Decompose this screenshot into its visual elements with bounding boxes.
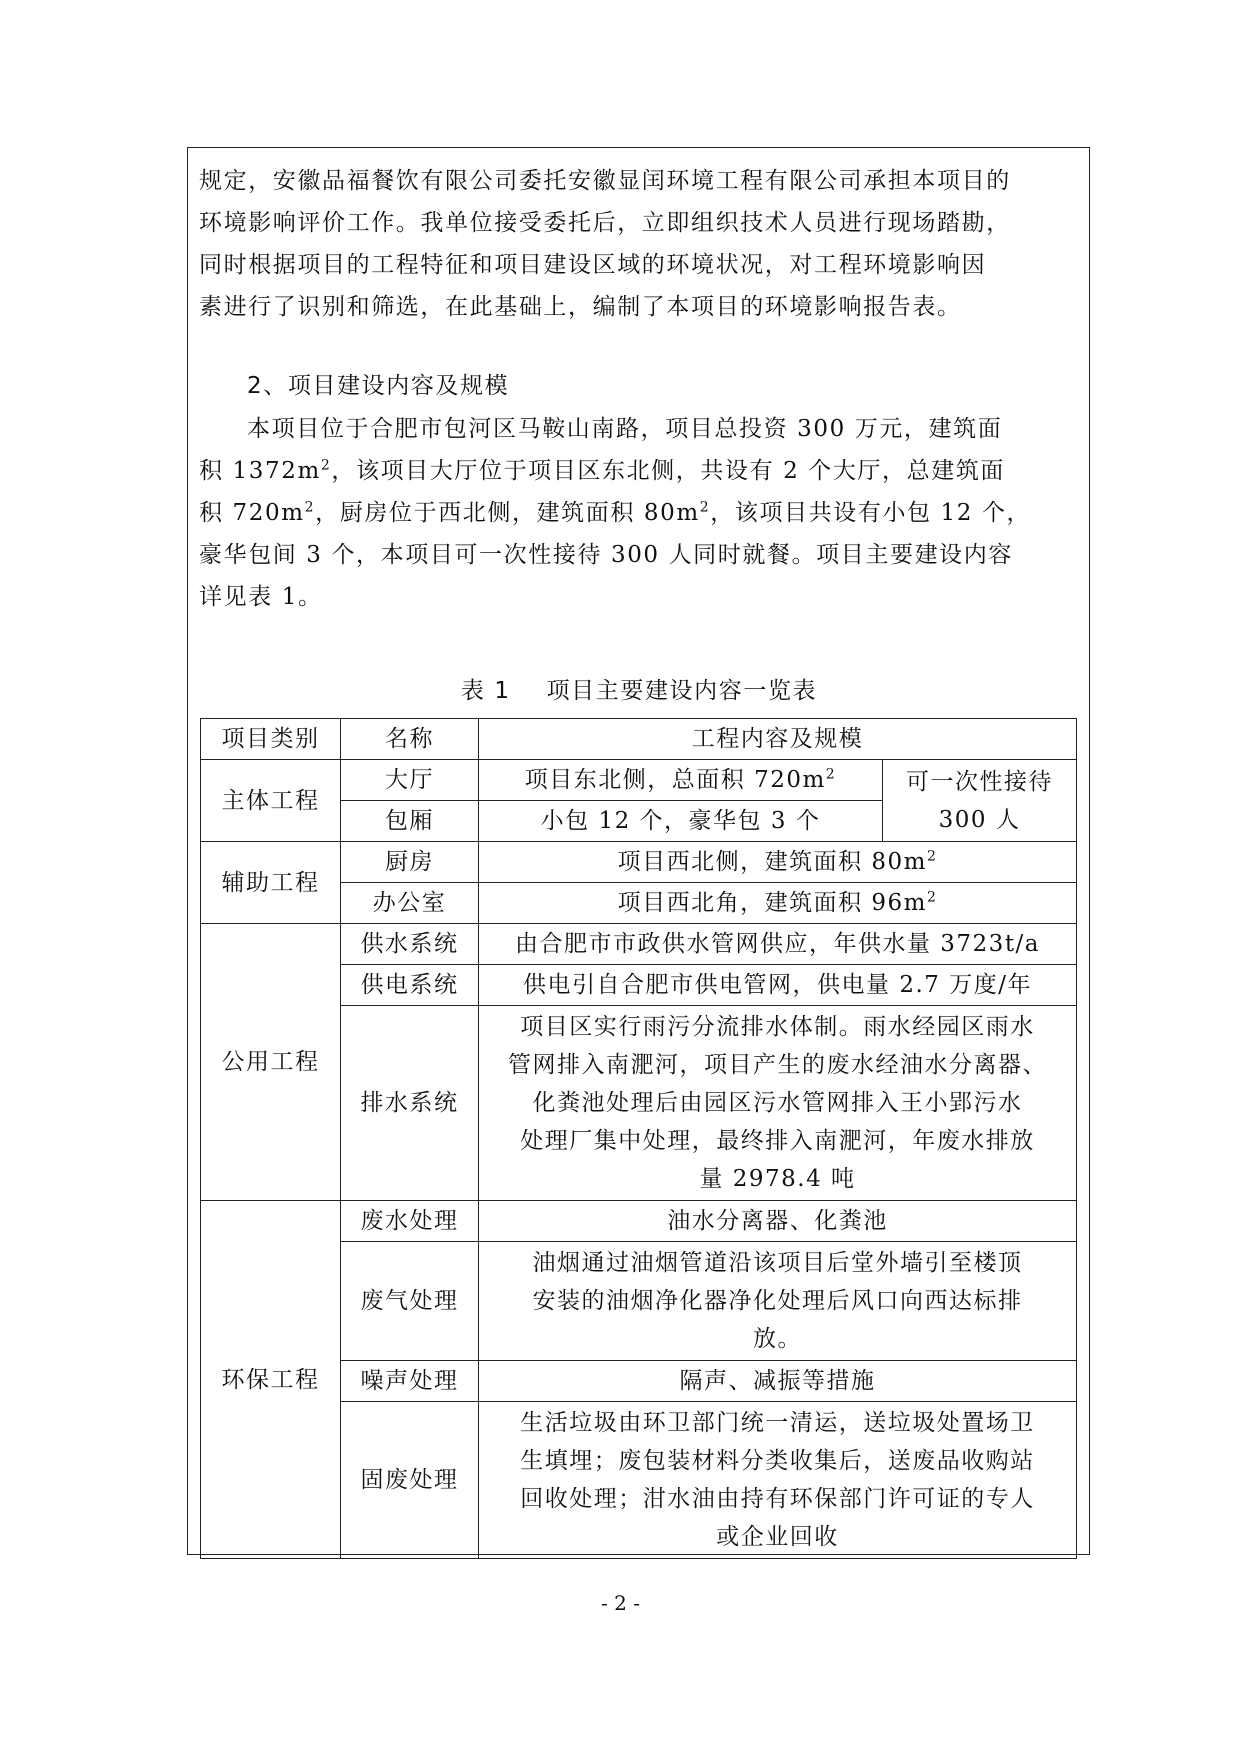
category-utilities: 公用工程: [201, 924, 341, 1201]
content-capacity: 可一次性接待 300 人: [883, 760, 1077, 842]
name-drainage: 排水系统: [341, 1006, 479, 1201]
content-office: 项目西北角，建筑面积 $96m^2$: [479, 883, 1077, 924]
content-drainage: 项目区实行雨污分流排水体制。雨水经园区雨水 管网排入南淝河，项目产生的废水经油水分离器、 化粪池处理后由园区污水管网排入王小郢污水 处理厂集中处理，最终排入南淝河，年废水排放 量 2978.4 吨: [479, 1006, 1077, 1201]
category-environmental: 环保工程: [201, 1201, 341, 1559]
body-paragraph: [199, 408, 1079, 618]
table-caption-title: 项目主要建设内容一览表: [546, 678, 818, 704]
content-hall: 项目东北侧，总面积 $720m^2$: [479, 760, 883, 801]
content-exhaust-gas: 油烟通过油烟管道沿该项目后堂外墙引至楼顶 安装的油烟净化器净化处理后风口向西达标排 放。: [479, 1242, 1077, 1361]
content-solid-waste: 生活垃圾由环卫部门统一清运，送垃圾处置场卫 生填埋；废包装材料分类收集后，送废品收购站 回收处理；泔水油由持有环保部门许可证的专人 或企业回收: [479, 1402, 1077, 1559]
table-row: [201, 1201, 1077, 1242]
intro-line: 素进行了识别和筛选，在此基础上，编制了本项目的环境影响报告表。: [199, 294, 962, 320]
body-line: 本项目位于合肥市包河区马鞍山南路，项目总投资 300 万元，建筑面: [247, 416, 1003, 442]
body-line: 豪华包间 3 个，本项目可一次性接待 300 人同时就餐。项目主要建设内容: [199, 542, 1013, 568]
header-name: 名称: [341, 719, 479, 760]
name-noise: 噪声处理: [341, 1361, 479, 1402]
intro-line: 环境影响评价工作。我单位接受委托后，立即组织技术人员进行现场踏勘，: [199, 210, 1011, 236]
content-private-room: 小包 12 个，豪华包 3 个: [479, 801, 883, 842]
content-wastewater: 油水分离器、化粪池: [479, 1201, 1077, 1242]
content-kitchen: 项目西北侧，建筑面积 $80m^2$: [479, 842, 1077, 883]
content-power-supply: 供电引自合肥市供电管网，供电量 2.7 万度/年: [479, 965, 1077, 1006]
name-power-supply: 供电系统: [341, 965, 479, 1006]
name-wastewater: 废水处理: [341, 1201, 479, 1242]
section-heading: 2、项目建设内容及规模: [247, 373, 510, 399]
intro-line: 规定，安徽品福餐饮有限公司委托安徽显闰环境工程有限公司承担本项目的: [199, 168, 1011, 194]
category-auxiliary: 辅助工程: [201, 842, 341, 924]
construction-content-table: [200, 718, 1077, 1559]
header-content: 工程内容及规模: [479, 719, 1077, 760]
header-category: 项目类别: [201, 719, 341, 760]
table-caption-number: 表 1: [460, 678, 511, 704]
table-row: [201, 760, 1077, 801]
category-main-engineering: 主体工程: [201, 760, 341, 842]
intro-paragraph: [199, 160, 1079, 328]
table-header-row: [201, 719, 1077, 760]
name-solid-waste: 固废处理: [341, 1402, 479, 1559]
content-noise: 隔声、减振等措施: [479, 1361, 1077, 1402]
body-line: 详见表 1。: [199, 584, 323, 610]
name-water-supply: 供水系统: [341, 924, 479, 965]
body-line: 积 $1372m^2$，该项目大厅位于项目区东北侧，共设有 2 个大厅，总建筑面: [199, 457, 1006, 484]
body-line: 积 $720m^2$，厨房位于西北侧，建筑面积 $80m^2$，该项目共设有小包 12 个，: [199, 499, 1032, 526]
content-water-supply: 由合肥市市政供水管网供应，年供水量 3723t/a: [479, 924, 1077, 965]
page-number: - 2 -: [601, 1591, 640, 1615]
name-private-room: 包厢: [341, 801, 479, 842]
name-hall: 大厅: [341, 760, 479, 801]
table-row: [201, 842, 1077, 883]
name-kitchen: 厨房: [341, 842, 479, 883]
name-office: 办公室: [341, 883, 479, 924]
table-row: [201, 924, 1077, 965]
intro-line: 同时根据项目的工程特征和项目建设区域的环境状况，对工程环境影响因: [199, 252, 987, 278]
table-caption: [199, 676, 1079, 706]
name-exhaust-gas: 废气处理: [341, 1242, 479, 1361]
